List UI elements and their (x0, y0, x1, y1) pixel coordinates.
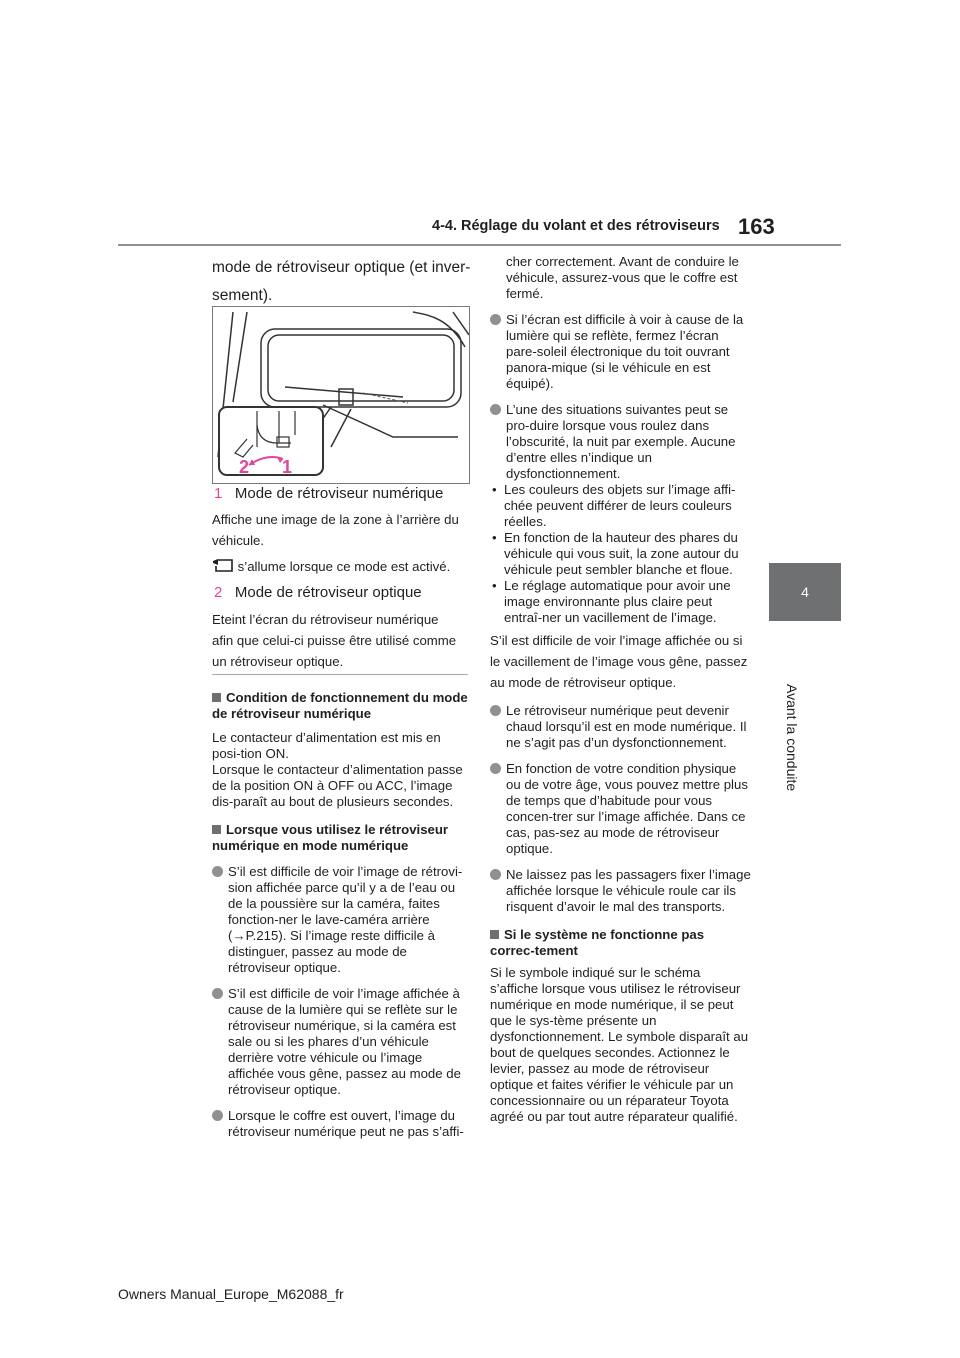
mirror-drawing (213, 307, 469, 483)
circle-bullet-icon (490, 404, 501, 415)
footer-text: Owners Manual_Europe_M62088_fr (118, 1286, 344, 1302)
bullet-item: En fonction de votre condition physique ou de votre âge, vous pouvez mettre plus de temps que d’habitude pour vous concen-trer sur l’image affichée. Dans ce cas, pas-sez au mode de rétroviseur optique. (490, 761, 752, 857)
circle-bullet-icon (490, 705, 501, 716)
heading-usage: Lorsque vous utilisez le rétroviseur numérique en mode numérique (212, 822, 449, 853)
right-column (490, 254, 752, 1125)
continued-text: cher correctement. Avant de conduire le véhicule, assurez-vous que le coffre est fermé. (506, 254, 739, 301)
header-rule (118, 244, 841, 246)
item-1-heading (214, 485, 443, 502)
malfunction-text: Si le symbole indiqué sur le schéma s’affiche lorsque vous utilisez le rétroviseur numérique en mode numérique, il se peut que le sys-tème présente un dysfonctionnement. Le symbole disparaît au bout de quelques secondes. Actionnez le levier, passez au mode de rétroviseur optique et faites vérifier le véhicule par un concessionnaire ou un réparateur Toyota agréé ou par tout autre réparateur qualifié. (490, 965, 749, 1124)
item-2-title: Mode de rétroviseur optique (234, 584, 422, 601)
mirror-illustration (212, 306, 470, 484)
bullet-item: Ne laissez pas les passagers fixer l’image affichée lorsque le véhicule roule car ils risquent d’avoir le mal des transports. (490, 867, 752, 915)
bullet-item: S’il est difficile de voir l’image affichée à cause de la lumière qui se reflète sur le rétroviseur numérique, si la caméra est sale ou si les phares d’un véhicule derrière votre véhicule ou l’image affichée vous gêne, passez au mode de rétroviseur optique. (212, 986, 468, 1098)
item-1-icon-line (212, 556, 468, 577)
chapter-title: Avant la conduite (784, 684, 800, 792)
circle-bullet-icon (490, 763, 501, 774)
item-2-number: 2 (214, 584, 223, 601)
square-bullet-icon (212, 693, 221, 702)
bullet-item: L’une des situations suivantes peut se pro-duire lorsque vous roulez dans l’obscurité, la nuit par exemple. Aucune d’entre elles n’indique un dysfonctionnement. (490, 402, 752, 482)
circle-bullet-icon (490, 314, 501, 325)
item-2-heading (214, 584, 422, 601)
heading-malfunction: Si le système ne fonctionne pas correc-tement (490, 927, 705, 958)
figure-label-1: 1 (282, 457, 293, 477)
square-bullet-icon (212, 825, 221, 834)
bullet-item: Le rétroviseur numérique peut devenir chaud lorsqu’il est en mode numérique. Il ne s’agit pas d’un dysfonctionnement. (490, 703, 752, 751)
heading-condition: Condition de fonctionnement du mode de rétroviseur numérique (212, 690, 468, 721)
chapter-tab[interactable]: 4 (769, 563, 841, 621)
sub-bullet-item: • Le réglage automatique pour avoir une image environnante plus claire peut entraî-ner un vacillement de l’image. (490, 578, 752, 626)
sub-bullet-item: • En fonction de la hauteur des phares du véhicule qui vous suit, la zone autour du véhicule peut sembler blanche et floue. (490, 530, 752, 578)
circle-bullet-icon (212, 1110, 223, 1121)
item-1-number: 1 (214, 485, 223, 502)
section-title: 4-4. Réglage du volant et des rétroviseurs (432, 218, 720, 234)
figure-label-2: 2 (239, 457, 250, 477)
page-number: 163 (738, 214, 775, 239)
digital-mode-icon (212, 557, 234, 573)
condition-text-a: Le contacteur d’alimentation est mis en posi-tion ON. (212, 730, 441, 761)
circle-bullet-icon (490, 869, 501, 880)
separator (212, 674, 468, 675)
item-1-title: Mode de rétroviseur numérique (234, 485, 444, 502)
paragraph: S’il est difficile de voir l’image affichée ou si le vacillement de l’image vous gêne, passez au mode de rétroviseur optique. (490, 633, 748, 690)
circle-bullet-icon (212, 866, 223, 877)
condition-text-b: Lorsque le contacteur d’alimentation passe de la position ON à OFF ou ACC, l’image dis-paraît au bout de plusieurs secondes. (212, 762, 463, 809)
bullet-item: Si l’écran est difficile à voir à cause de la lumière qui se reflète, fermez l’écran pare-soleil électronique du toit ouvrant panora-mique (si le véhicule en est équipé). (490, 312, 752, 392)
bullet-item: S’il est difficile de voir l’image de rétrovi-sion affichée parce qu’il y a de l’eau ou de la poussière sur la caméra, faites fonction-ner le lave-caméra arrière (→P.215). Si l’image reste difficile à distinguer, passez au mode de rétroviseur optique. (212, 864, 468, 976)
sub-bullet-item: • Les couleurs des objets sur l’image affi-chée peuvent différer de leurs couleurs réelles. (490, 482, 752, 530)
bullet-item: Lorsque le coffre est ouvert, l’image du rétroviseur numérique peut ne pas s’affi- (212, 1108, 468, 1140)
item-1-text: Affiche une image de la zone à l’arrière du véhicule. (212, 512, 459, 548)
item-1-icon-text: s’allume lorsque ce mode est activé. (237, 559, 451, 574)
square-bullet-icon (490, 930, 499, 939)
lead-text: mode de rétroviseur optique (et inver-sement). (212, 259, 471, 304)
item-2-text: Eteint l’écran du rétroviseur numérique afin que celui-ci puisse être utilisé comme un rétroviseur optique. (212, 612, 457, 669)
circle-bullet-icon (212, 988, 223, 999)
left-column (212, 690, 468, 1140)
